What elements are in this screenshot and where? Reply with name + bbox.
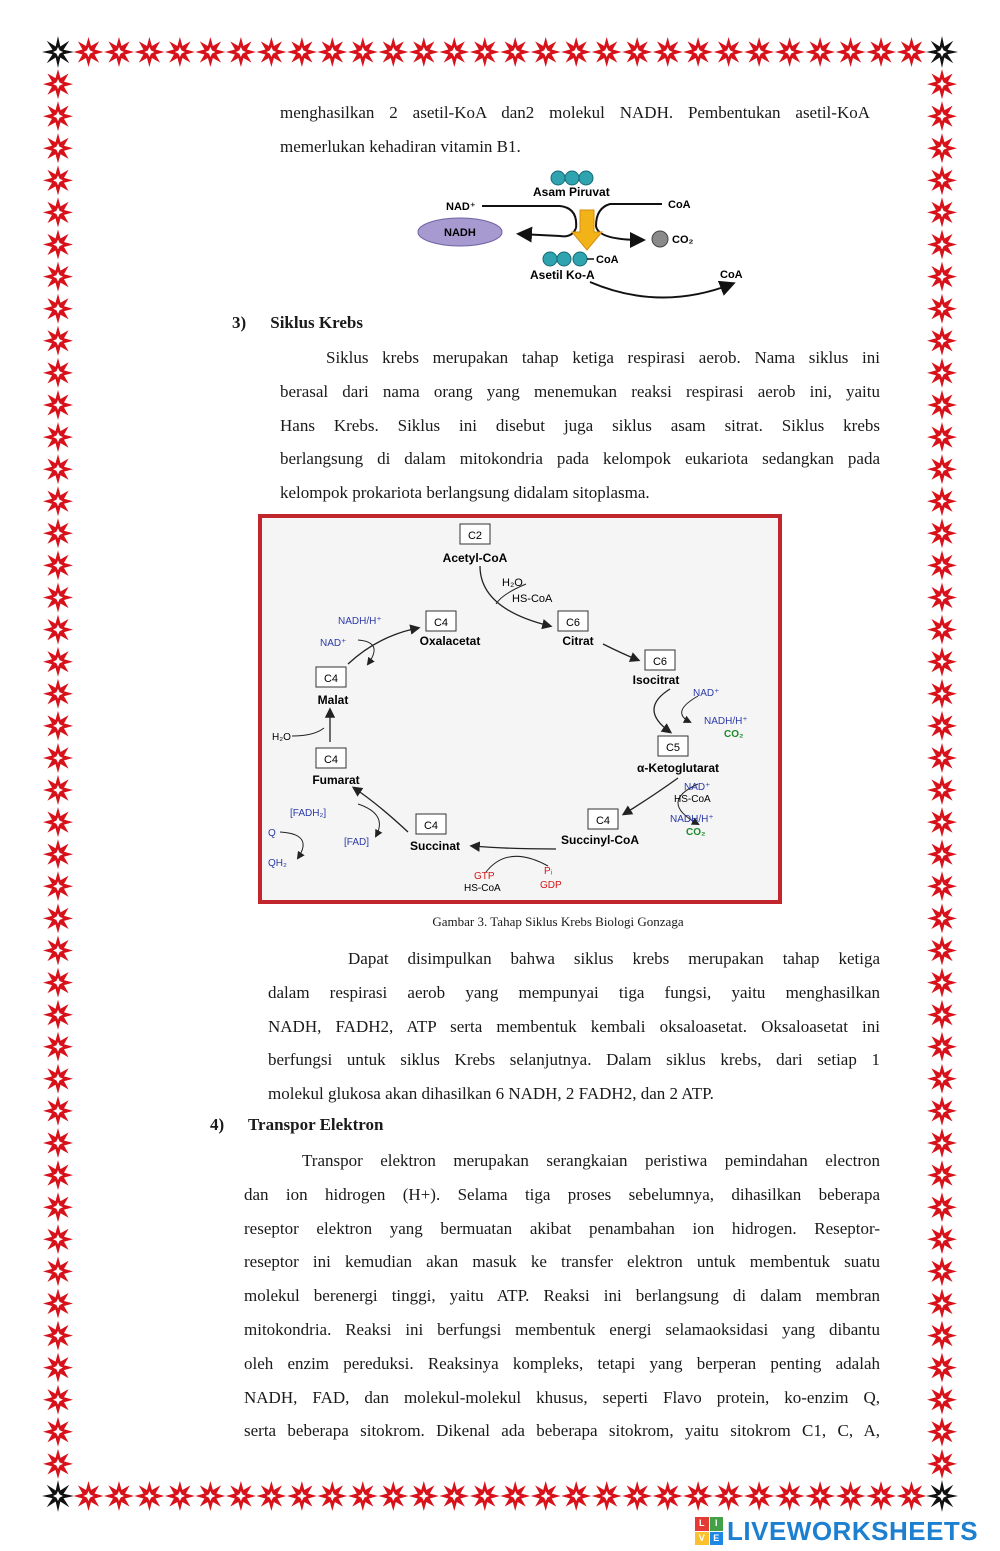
label-co2-keto: CO₂ bbox=[686, 827, 706, 838]
figure-frame bbox=[260, 516, 780, 902]
text-line: reseptor ini kemudian akan masuk ke transfer elektron untuk membentuk suatu bbox=[244, 1252, 880, 1272]
text-line: Transpor elektron merupakan serangkaian peristiwa pemindahan electron bbox=[302, 1151, 880, 1170]
text-line: Hans Krebs. Siklus ini disebut juga siklus asam sitrat. Siklus krebs bbox=[280, 415, 880, 435]
label-fad: [FAD] bbox=[344, 837, 370, 848]
label-h2o-left: H₂O bbox=[272, 732, 291, 743]
label-nad-left: NAD⁺ bbox=[320, 638, 347, 649]
figure-caption: Gambar 3. Tahap Siklus Krebs Biologi Gonzaga bbox=[432, 914, 684, 929]
node-citrat bbox=[558, 611, 594, 648]
text-line: NADH, FADH2, ATP serta membentuk kembali oksaloasetat. Oksaloasetat ini bbox=[268, 1016, 880, 1036]
label-fadh2: [FADH₂] bbox=[290, 808, 327, 819]
logo-letter: V bbox=[695, 1532, 709, 1546]
label-gtp: GTP bbox=[474, 871, 495, 882]
text-line: reseptor elektron yang bermuatan akibat penambahan ion hidrogen. Reseptor- bbox=[244, 1218, 880, 1238]
co2-label: CO₂ bbox=[672, 234, 694, 246]
carbon-box-label: C6 bbox=[565, 617, 581, 629]
node-name: Succinyl-CoA bbox=[560, 833, 640, 847]
text-line: kelompok prokariota berlangsung didalam sitoplasma. bbox=[280, 483, 650, 503]
carbon-box-label: C6 bbox=[652, 656, 668, 668]
node-name: Fumarat bbox=[312, 773, 360, 787]
pyruvate-molecule bbox=[551, 171, 593, 185]
intro-paragraph bbox=[280, 96, 870, 164]
pyruvate-figure bbox=[410, 166, 770, 302]
label-nadh-keto: NADH/H⁺ bbox=[670, 814, 714, 825]
label-nad-iso: NAD⁺ bbox=[693, 688, 720, 699]
logo-mark-icon bbox=[695, 1517, 723, 1545]
text-line: serta beberapa sitokrom. Dikenal ada beberapa sitokrom, yaitu sitokrom C1, C, A, bbox=[244, 1421, 880, 1441]
text-line: berfungsi untuk siklus Krebs selanjutnya. Dalam siklus krebs, dari setiap 1 bbox=[268, 1050, 880, 1070]
text-line: berasal dari nama orang yang menemukan reaksi respirasi aerob ini, yaitu bbox=[280, 381, 880, 401]
label-hscoa-keto: HS-CoA bbox=[674, 794, 711, 805]
node-name: Oxalacetat bbox=[419, 634, 481, 648]
label-pi: Pᵢ bbox=[544, 866, 553, 877]
carbon-box-label: C4 bbox=[595, 815, 611, 827]
coa-in-label: CoA bbox=[668, 199, 691, 211]
asam-piruvat-label: Asam Piruvat bbox=[533, 185, 610, 199]
acetyl-molecule bbox=[543, 252, 594, 266]
text-line: NADH, FAD, dan molekul-molekul khusus, seperti Flavo protein, ko-enzim Q, bbox=[244, 1387, 880, 1407]
text-line: Siklus krebs merupakan tahap ketiga respirasi aerob. Nama siklus ini bbox=[326, 348, 880, 367]
section-title: Transpor Elektron bbox=[247, 1115, 384, 1134]
text-line: molekul berenergi tinggi, yaitu ATP. Reaksi ini berlangsung di dalam membran bbox=[244, 1286, 880, 1306]
coa-out-label: CoA bbox=[720, 269, 743, 281]
krebs-cycle-figure bbox=[258, 514, 782, 904]
border-left bbox=[40, 34, 76, 1514]
label-qh2: QH₂ bbox=[268, 858, 287, 869]
text-line: berlangsung di dalam mitokondria pada kelompok eukariota sedangkan pada bbox=[280, 449, 880, 469]
section-title: Siklus Krebs bbox=[270, 313, 364, 332]
carbon-box-label: C2 bbox=[467, 530, 483, 542]
carbon-box-label: C4 bbox=[323, 673, 339, 685]
logo-wordmark: LIVEWORKSHEETS bbox=[727, 1515, 979, 1546]
siklus-krebs-paragraph bbox=[280, 341, 880, 510]
border-top bbox=[40, 34, 960, 70]
label-hscoa-top: HS-CoA bbox=[512, 593, 553, 605]
text-line: mitokondria. Reaksi ini berfungsi membentuk energi selamaoksidasi yang dibantu bbox=[244, 1319, 880, 1339]
nad-plus-label: NAD⁺ bbox=[446, 201, 476, 213]
carbon-box-label: C4 bbox=[423, 820, 439, 832]
text-line: oleh enzim pereduksi. Reaksinya kompleks, tetapi yang berperan penting adalah bbox=[244, 1353, 880, 1373]
text-line: menghasilkan 2 asetil-KoA dan2 molekul NADH. Pembentukan asetil-KoA bbox=[280, 103, 870, 122]
conclusion-paragraph bbox=[268, 942, 880, 1111]
logo-letter: E bbox=[710, 1532, 724, 1546]
carbon-box-label: C4 bbox=[433, 617, 449, 629]
label-h2o-top: H₂O bbox=[502, 577, 523, 589]
section-heading-transpor-elektron bbox=[210, 1115, 384, 1135]
section-number: 4) bbox=[210, 1115, 225, 1134]
text-line: Dapat disimpulkan bahwa siklus krebs merupakan tahap ketiga bbox=[348, 949, 880, 968]
label-co2-iso: CO₂ bbox=[724, 729, 744, 740]
node-malat bbox=[316, 667, 348, 707]
border-bottom bbox=[40, 1478, 960, 1514]
label-gdp: GDP bbox=[540, 880, 562, 891]
text-line: memerlukan kehadiran vitamin B1. bbox=[280, 136, 521, 156]
label-nad-keto: NAD⁺ bbox=[684, 782, 711, 793]
section-number: 3) bbox=[232, 313, 247, 332]
label-q: Q bbox=[268, 828, 276, 839]
label-nadh-iso: NADH/H⁺ bbox=[704, 716, 748, 727]
node-name: Acetyl-CoA bbox=[442, 551, 508, 565]
node-name: Malat bbox=[317, 693, 349, 707]
logo-letter: I bbox=[710, 1517, 724, 1531]
nadh-label: NADH bbox=[444, 227, 476, 239]
text-line: dan ion hidrogen (H+). Selama tiga proses sebelumnya, dihasilkan beberapa bbox=[244, 1184, 880, 1204]
node-name: Isocitrat bbox=[632, 673, 680, 687]
label-nadh-left: NADH/H⁺ bbox=[338, 616, 382, 627]
text-line: molekul glukosa akan dihasilkan 6 NADH, 2 FADH2, dan 2 ATP. bbox=[268, 1084, 714, 1104]
transpor-elektron-paragraph bbox=[244, 1144, 880, 1448]
carbon-box-label: C5 bbox=[665, 742, 681, 754]
border-right bbox=[924, 34, 960, 1514]
node-name: Citrat bbox=[562, 634, 594, 648]
node-name: Succinat bbox=[409, 839, 461, 853]
node-name: α-Ketoglutarat bbox=[636, 761, 720, 775]
logo-letter: L bbox=[695, 1517, 709, 1531]
asetil-koa-label: Asetil Ko-A bbox=[530, 268, 595, 282]
coa-bound-label: CoA bbox=[596, 254, 619, 266]
section-heading-siklus-krebs bbox=[232, 313, 363, 333]
text-line: dalam respirasi aerob yang mempunyai tiga fungsi, yaitu menghasilkan bbox=[268, 982, 880, 1002]
carbon-box-label: C4 bbox=[323, 754, 339, 766]
liveworksheets-logo[interactable] bbox=[695, 1515, 978, 1547]
label-hscoa-bottom: HS-CoA bbox=[464, 883, 501, 894]
